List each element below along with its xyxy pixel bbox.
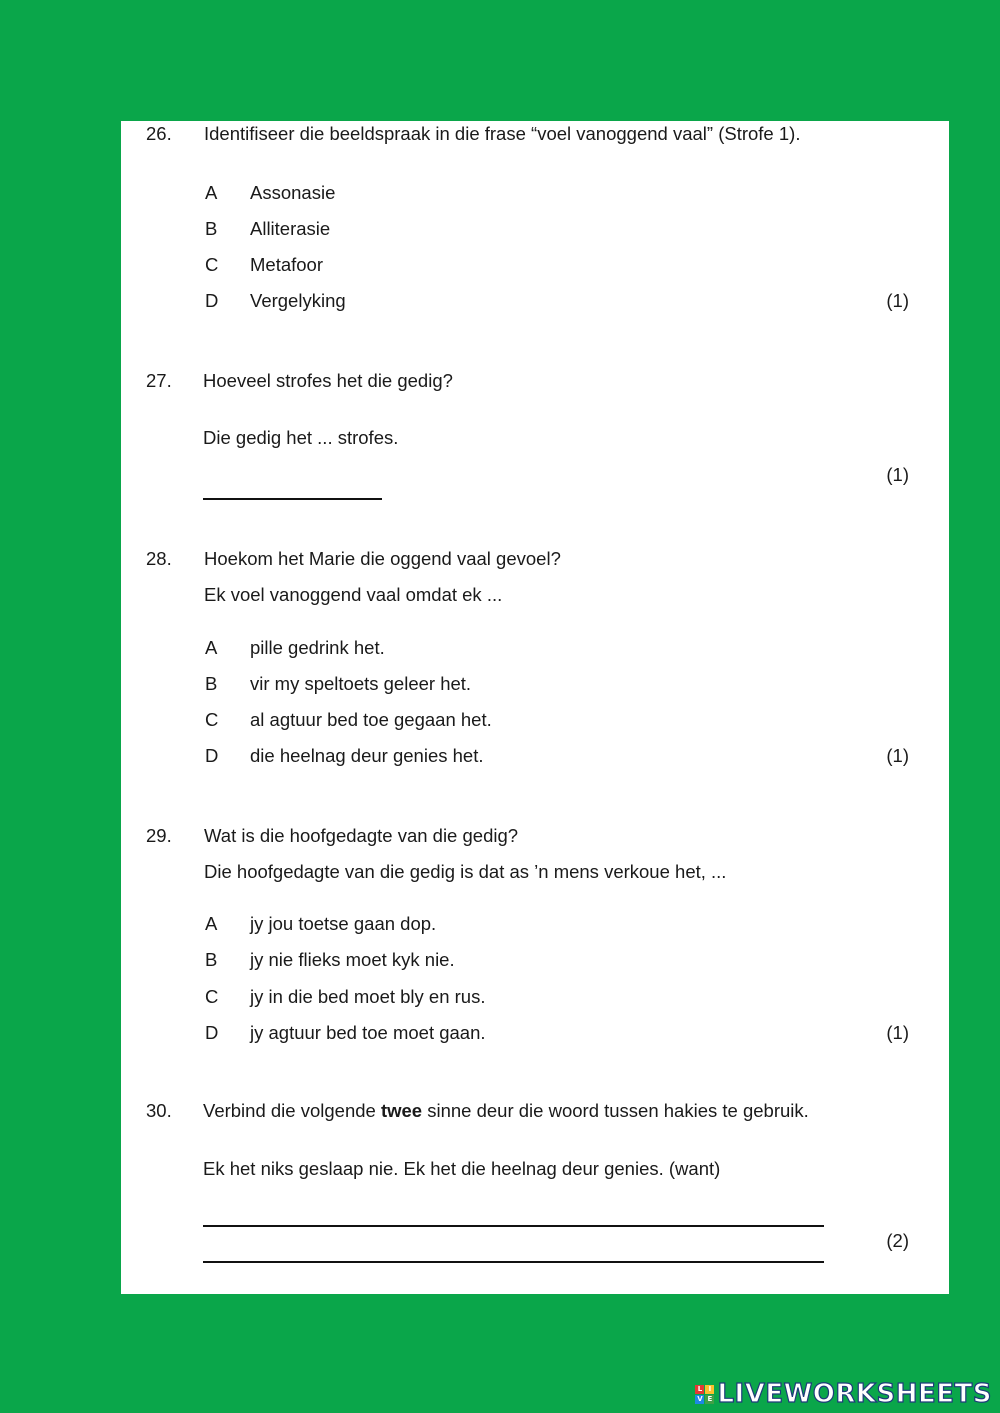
q30-prompt-bold: twee (380, 1100, 423, 1121)
q26-marks: (1) (886, 290, 909, 311)
q29-marks: (1) (886, 1022, 909, 1043)
q28-option-b-letter: B (205, 673, 218, 694)
logo-letter-i: I (705, 1385, 714, 1394)
q28-prompt: Hoekom het Marie die oggend vaal gevoel? (204, 548, 561, 569)
q29-stem: Die hoofgedagte van die gedig is dat as ’n mens verkoue het, ... (204, 861, 727, 882)
q29-option-d[interactable]: jy agtuur bed toe moet gaan. (250, 1022, 486, 1043)
q29-prompt: Wat is die hoofgedagte van die gedig? (204, 825, 519, 846)
q26-option-c[interactable]: Metafoor (250, 254, 324, 275)
q26-option-c-letter: C (205, 254, 219, 275)
q28-marks: (1) (886, 745, 909, 766)
q29-option-d-letter: D (205, 1022, 219, 1043)
q28-option-d-letter: D (205, 745, 219, 766)
q30-prompt-after: sinne deur die woord tussen hakies te gebruik. (422, 1100, 809, 1121)
q28-option-a-letter: A (205, 637, 218, 658)
q29-option-b-letter: B (205, 949, 218, 970)
q28-option-c-letter: C (205, 709, 219, 730)
q26-option-d[interactable]: Vergelyking (250, 290, 346, 311)
q30-marks: (2) (886, 1230, 909, 1251)
logo-letter-v: V (697, 1394, 703, 1403)
q26-number: 26. (146, 123, 172, 144)
q28-option-a[interactable]: pille gedrink het. (250, 637, 385, 658)
q29-option-a[interactable]: jy jou toetse gaan dop. (250, 913, 437, 934)
q30-prompt (203, 1100, 809, 1122)
q27-prompt: Hoeveel strofes het die gedig? (203, 370, 453, 391)
logo-letter-l: L (695, 1385, 704, 1394)
q26-option-d-letter: D (205, 290, 219, 311)
q30-stem: Ek het niks geslaap nie. Ek het die heelnag deur genies. (want) (203, 1158, 721, 1179)
liveworksheets-logo-icon (695, 1385, 714, 1404)
q28-option-b[interactable]: vir my speltoets geleer het. (250, 673, 472, 694)
q26-prompt: Identifiseer die beeldspraak in die frase “voel vanoggend vaal” (Strofe 1). (204, 123, 801, 144)
q26-option-b-letter: B (205, 218, 218, 239)
q30-number: 30. (146, 1100, 172, 1121)
q26-option-a[interactable]: Assonasie (250, 182, 336, 203)
q27-marks: (1) (886, 464, 909, 485)
q27-number: 27. (146, 370, 172, 391)
q28-number: 28. (146, 548, 172, 569)
q28-option-d[interactable]: die heelnag deur genies het. (250, 745, 484, 766)
q29-option-a-letter: A (205, 913, 218, 934)
q29-option-b[interactable]: jy nie flieks moet kyk nie. (250, 949, 455, 970)
q29-option-c-letter: C (205, 986, 219, 1007)
q26-option-a-letter: A (205, 182, 218, 203)
q30-answer-line-2[interactable] (203, 1261, 824, 1263)
liveworksheets-wordmark: LIVEWORKSHEETS (717, 1379, 992, 1409)
liveworksheets-logo (695, 1381, 992, 1407)
worksheet-page (121, 121, 949, 1294)
q30-prompt-before: Verbind die volgende (203, 1100, 381, 1121)
q28-option-c[interactable]: al agtuur bed toe gegaan het. (250, 709, 492, 730)
q29-option-c[interactable]: jy in die bed moet bly en rus. (250, 986, 486, 1007)
q26-option-b[interactable]: Alliterasie (250, 218, 331, 239)
q29-number: 29. (146, 825, 172, 846)
q30-answer-line-1[interactable] (203, 1225, 824, 1227)
q27-stem: Die gedig het ... strofes. (203, 427, 399, 448)
logo-letter-e: E (705, 1395, 714, 1404)
q28-stem: Ek voel vanoggend vaal omdat ek ... (204, 584, 503, 605)
q27-answer-line[interactable] (203, 498, 382, 500)
